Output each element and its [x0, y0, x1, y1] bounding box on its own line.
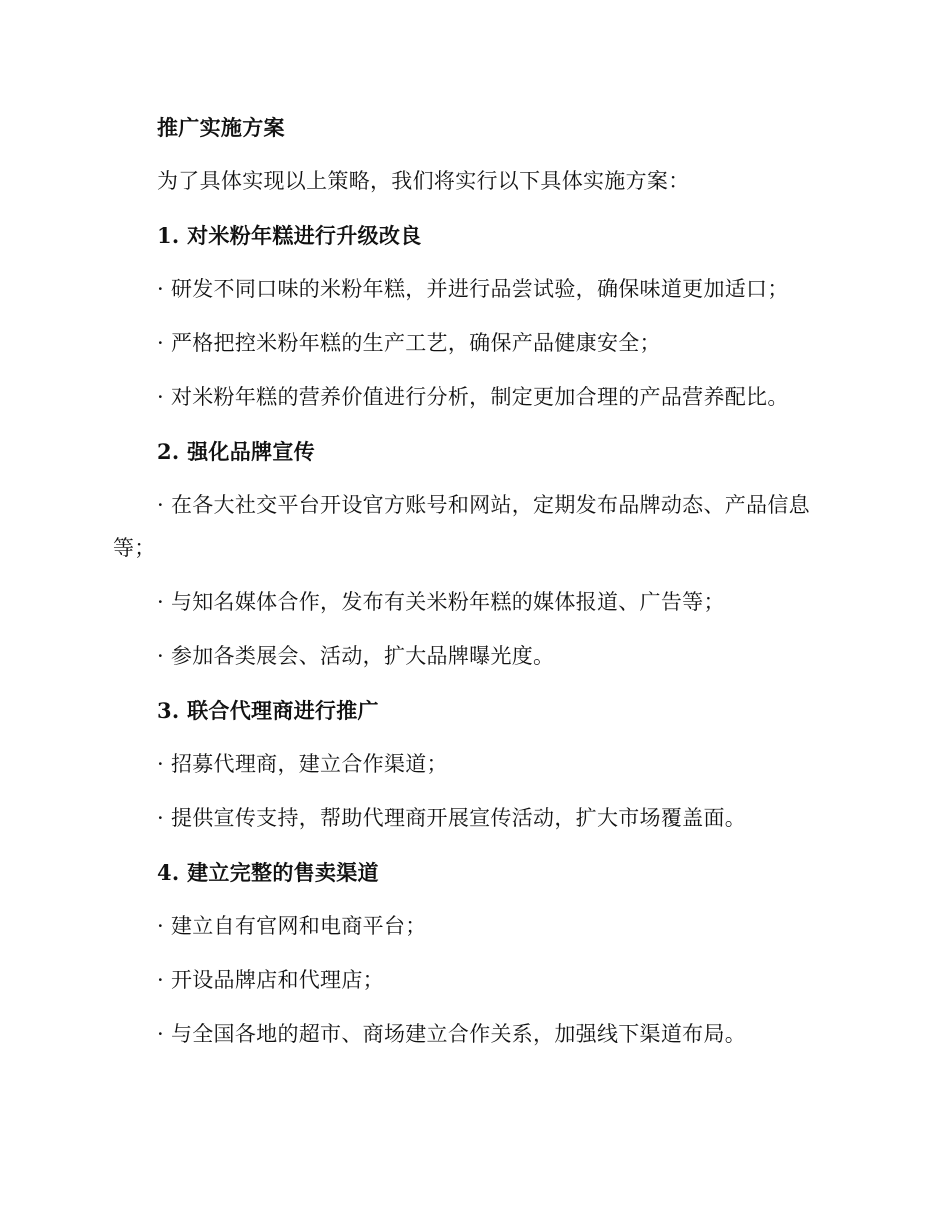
intro-paragraph: 为了具体实现以上策略，我们将实行以下具体实施方案： [157, 169, 690, 193]
bullet-item: · 建立自有官网和电商平台； [157, 914, 427, 938]
document-title: 推广实施方案 [157, 115, 285, 140]
section-heading-4: 4. 建立完整的售卖渠道 [157, 860, 379, 885]
bullet-item: · 研发不同口味的米粉年糕，并进行品尝试验，确保味道更加适口； [157, 277, 789, 301]
bullet-item: · 开设品牌店和代理店； [157, 968, 384, 992]
bullet-item: · 严格把控米粉年糕的生产工艺，确保产品健康安全； [157, 331, 661, 355]
bullet-item: · 招募代理商，建立合作渠道； [157, 752, 448, 776]
bullet-item: · 在各大社交平台开设官方账号和网站，定期发布品牌动态、产品信息等； [113, 493, 810, 560]
section-heading-2: 2. 强化品牌宣传 [157, 439, 315, 464]
bullet-item: · 与全国各地的超市、商场建立合作关系，加强线下渠道布局。 [157, 1022, 747, 1046]
bullet-item: · 对米粉年糕的营养价值进行分析，制定更加合理的产品营养配比。 [157, 385, 789, 409]
section-heading-1: 1. 对米粉年糕进行升级改良 [157, 223, 422, 248]
bullet-item: · 参加各类展会、活动，扩大品牌曝光度。 [157, 644, 555, 668]
bullet-item: · 提供宣传支持，帮助代理商开展宣传活动，扩大市场覆盖面。 [157, 806, 747, 830]
section-heading-3: 3. 联合代理商进行推广 [157, 698, 379, 723]
document-body [113, 106, 828, 1067]
bullet-item: · 与知名媒体合作，发布有关米粉年糕的媒体报道、广告等； [157, 590, 725, 614]
